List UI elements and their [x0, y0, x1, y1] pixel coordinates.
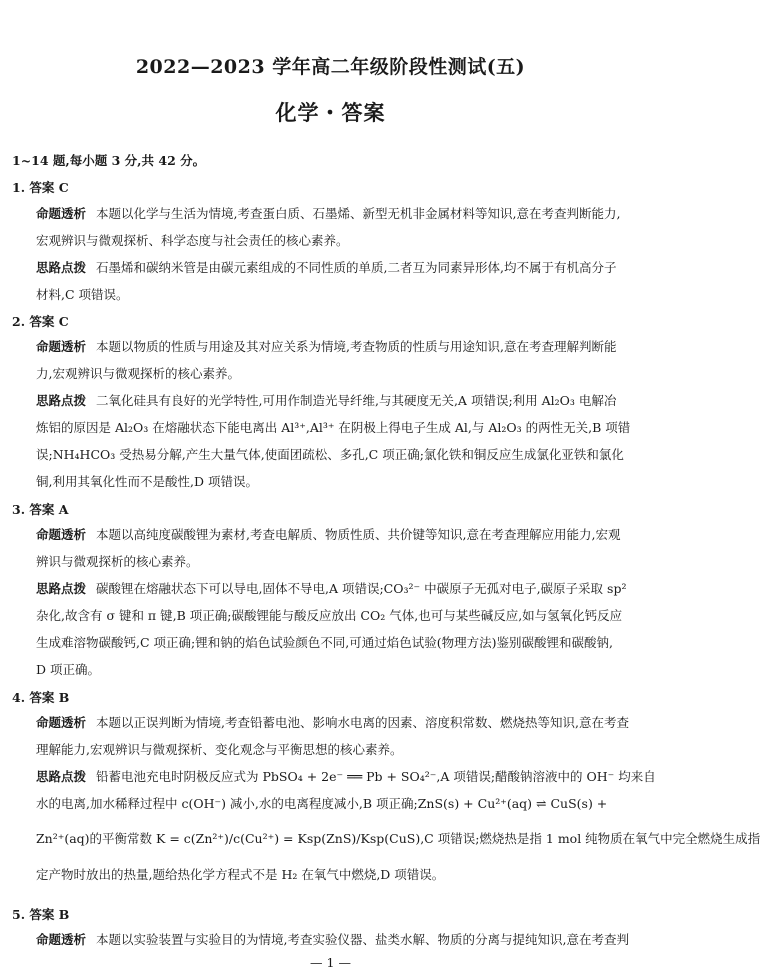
analysis-text: 辨识与微观探析的核心素养。 — [36, 554, 199, 569]
page-number: — 1 — — [310, 955, 351, 970]
analysis-label: 命题透析 — [36, 527, 87, 542]
question-3-analysis — [36, 521, 648, 575]
hint-label: 思路点拨 — [36, 393, 87, 408]
hint-text: 碳酸锂在熔融状态下可以导电,固体不导电,A 项错误;CO₃²⁻ 中碳原子无孤对电子,碳原子采取 sp² — [96, 581, 627, 596]
hint-text: 二氧化硅具有良好的光学特性,可用作制造光导纤维,与其硬度无关,A 项错误;利用 Al₂O₃ 电解冶 — [96, 393, 617, 408]
analysis-label: 命题透析 — [36, 339, 87, 354]
analysis-text: 本题以高纯度碳酸锂为素材,考查电解质、物质性质、共价键等知识,意在考查理解应用能力,宏观 — [96, 527, 621, 542]
hint-text: 材料,C 项错误。 — [36, 287, 129, 302]
hint-text: 误;NH₄HCO₃ 受热易分解,产生大量气体,使面团疏松、多孔,C 项正确;氯化铁和铜反应生成氯化亚铁和氯化 — [36, 447, 624, 462]
question-4-analysis — [36, 709, 648, 763]
hint-text: 炼铝的原因是 Al₂O₃ 在熔融状态下能电离出 Al³⁺,Al³⁺ 在阴极上得电子生成 Al,与 Al₂O₃ 的两性无关,B 项错 — [36, 420, 631, 435]
hint-text: 杂化,故含有 σ 键和 π 键,B 项正确;碳酸锂能与酸反应放出 CO₂ 气体,也可与某些碱反应,如与氢氧化钙反应 — [36, 608, 623, 623]
hint-label: 思路点拨 — [36, 581, 87, 596]
question-4-hint — [36, 763, 760, 888]
hint-text: 铅蓄电池充电时阴极反应式为 PbSO₄ + 2e⁻ ══ Pb + SO₄²⁻,A 项错误;醋酸钠溶液中的 OH⁻ 均来自 — [96, 769, 656, 784]
hint-label: 思路点拨 — [36, 769, 87, 784]
analysis-text: 本题以化学与生活为情境,考查蛋白质、石墨烯、新型无机非金属材料等知识,意在考查判断能力, — [96, 206, 621, 221]
question-4-answer: 4. 答案 B — [12, 690, 70, 705]
page-subtitle: 化学・答案 — [275, 100, 386, 125]
analysis-label: 命题透析 — [36, 715, 87, 730]
question-5-analysis — [36, 926, 648, 953]
hint-text: 水的电离,加水稀释过程中 c(OH⁻) 减小,水的电离程度减小,B 项正确;ZnS(s) + Cu²⁺(aq) ⇌ CuS(s) + — [36, 796, 608, 811]
analysis-text: 宏观辨识与微观探析、科学态度与社会责任的核心素养。 — [36, 233, 349, 248]
analysis-text: 理解能力,宏观辨识与微观探析、变化观念与平衡思想的核心素养。 — [36, 742, 403, 757]
hint-text: 定产物时放出的热量,题给热化学方程式不是 H₂ 在氧气中燃烧,D 项错误。 — [36, 867, 445, 882]
analysis-text: 力,宏观辨识与微观探析的核心素养。 — [36, 366, 240, 381]
question-1-answer: 1. 答案 C — [12, 180, 69, 195]
hint-text: 铜,利用其氧化性而不是酸性,D 项错误。 — [36, 474, 258, 489]
analysis-label: 命题透析 — [36, 932, 87, 947]
question-5-answer: 5. 答案 B — [12, 907, 70, 922]
question-2-hint — [36, 387, 648, 495]
hint-text: 生成难溶物碳酸钙,C 项正确;锂和钠的焰色试验颜色不同,可通过焰色试验(物理方法)鉴别碳酸锂和碳酸钠, — [36, 635, 613, 650]
hint-text: Zn²⁺(aq)的平衡常数 K = c(Zn²⁺)/c(Cu²⁺) = Ksp(ZnS)/Ksp(CuS),C 项错误;燃烧热是指 1 mol 纯物质在氧气中完全燃烧生成指 — [36, 831, 760, 846]
analysis-text: 本题以物质的性质与用途及其对应关系为情境,考查物质的性质与用途知识,意在考查理解判断能 — [96, 339, 617, 354]
hint-label: 思路点拨 — [36, 260, 87, 275]
analysis-text: 本题以正误判断为情境,考查铅蓄电池、影响水电离的因素、溶度积常数、燃烧热等知识,意在考查 — [96, 715, 629, 730]
hint-text: 石墨烯和碳纳米管是由碳元素组成的不同性质的单质,二者互为同素异形体,均不属于有机高分子 — [96, 260, 617, 275]
question-2-answer: 2. 答案 C — [12, 314, 69, 329]
question-2-analysis — [36, 333, 648, 387]
analysis-text: 本题以实验装置与实验目的为情境,考查实验仪器、盐类水解、物质的分离与提纯知识,意在考查判 — [96, 932, 629, 947]
hint-text: D 项正确。 — [36, 662, 100, 677]
question-3-answer: 3. 答案 A — [12, 502, 69, 517]
question-1-hint — [36, 254, 648, 308]
question-1-analysis — [36, 200, 648, 254]
page-title: 2022—2023 学年高二年级阶段性测试(五) — [135, 56, 526, 78]
section-intro: 1~14 题,每小题 3 分,共 42 分。 — [12, 153, 206, 168]
question-3-hint — [36, 575, 648, 683]
analysis-label: 命题透析 — [36, 206, 87, 221]
